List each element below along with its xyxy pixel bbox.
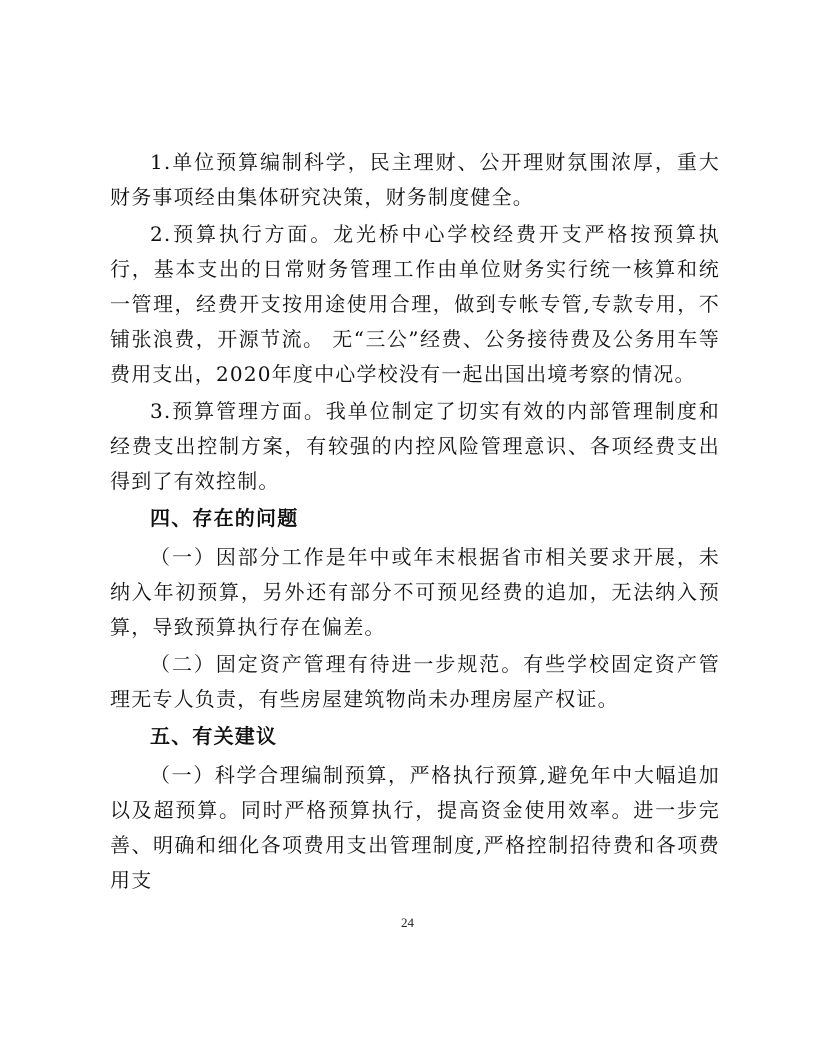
section-heading-suggestions: 五、有关建议 (150, 724, 278, 748)
paragraph-problem-two: （二）固定资产管理有待进一步规范。有些学校固定资产管理无专人负责，有些房屋建筑物尚未办理房屋产权证。 (110, 652, 720, 711)
paragraph-budget-compilation: 1.单位预算编制科学，民主理财、公开理财氛围浓厚，重大财务事项经由集体研究决策，财务制度健全。 (110, 150, 720, 209)
paragraph-budget-execution: 2.预算执行方面。龙光桥中心学校经费开支严格按预算执行，基本支出的日常财务管理工作由单位财务实行统一核算和统一管理，经费开支按用途使用合理，做到专帐专管,专款专用，不铺张浪费，开源节流。 无“三公”经费、公务接待费及公务用车等费用支出，2020年度中心学校没有一起出国出境考察的情况。 (110, 222, 720, 386)
paragraph-suggestion-one: （一）科学合理编制预算，严格执行预算,避免年中大幅追加以及超预算。同时严格预算执行，提高资金使用效率。进一步完善、明确和细化各项费用支出管理制度,严格控制招待费和各项费用支 (110, 763, 720, 892)
page-number: 24 (401, 915, 414, 930)
document-body (110, 145, 720, 900)
paragraph-budget-management: 3.预算管理方面。我单位制定了切实有效的内部管理制度和经费支出控制方案，有较强的内控风险管理意识、各项经费支出得到了有效控制。 (110, 399, 720, 493)
paragraph-problem-one: （一）因部分工作是年中或年末根据省市相关要求开展，未纳入年初预算，另外还有部分不可预见经费的追加，无法纳入预算，导致预算执行存在偏差。 (110, 545, 720, 639)
section-heading-existing-problems: 四、存在的问题 (150, 506, 299, 530)
